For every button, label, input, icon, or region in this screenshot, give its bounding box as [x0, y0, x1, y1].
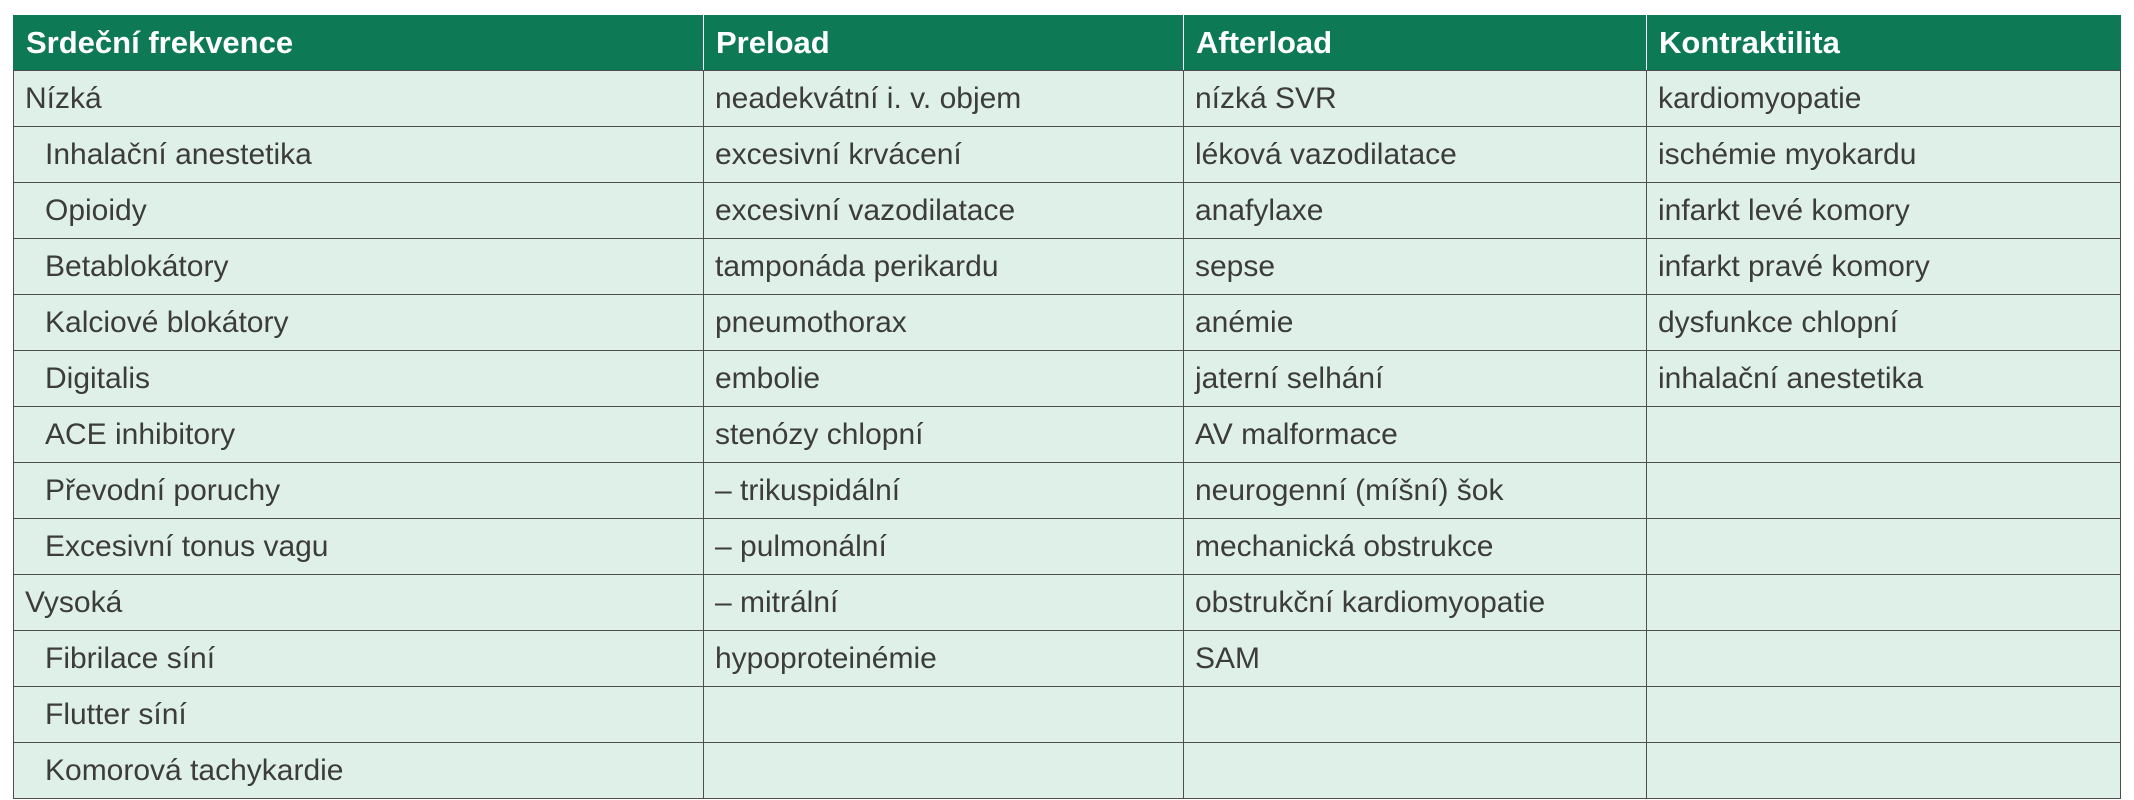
header-kontraktilita: Kontraktilita [1647, 16, 2121, 71]
cell-afterload [1184, 687, 1647, 743]
cell-preload: – mitrální [704, 575, 1184, 631]
cell-preload [704, 743, 1184, 799]
cell-afterload: léková vazodilatace [1184, 127, 1647, 183]
table-row [14, 407, 2121, 463]
cell-kontraktilita [1647, 631, 2121, 687]
table-row [14, 295, 2121, 351]
cell-frekvence: Betablokátory [14, 239, 704, 295]
causes-table [13, 15, 2121, 799]
cell-afterload: nízká SVR [1184, 71, 1647, 127]
cell-preload: tamponáda perikardu [704, 239, 1184, 295]
table-row [14, 631, 2121, 687]
cell-preload: excesivní vazodilatace [704, 183, 1184, 239]
cell-frekvence: Kalciové blokátory [14, 295, 704, 351]
table-row [14, 463, 2121, 519]
cell-afterload: anafylaxe [1184, 183, 1647, 239]
header-afterload: Afterload [1184, 16, 1647, 71]
cell-kontraktilita [1647, 407, 2121, 463]
cell-preload: stenózy chlopní [704, 407, 1184, 463]
cell-frekvence: ACE inhibitory [14, 407, 704, 463]
cell-preload: neadekvátní i. v. objem [704, 71, 1184, 127]
cell-afterload [1184, 743, 1647, 799]
cell-afterload: jaterní selhání [1184, 351, 1647, 407]
cell-frekvence: Excesivní tonus vagu [14, 519, 704, 575]
table-row [14, 519, 2121, 575]
table-row [14, 183, 2121, 239]
cell-kontraktilita: infarkt pravé komory [1647, 239, 2121, 295]
header-preload: Preload [704, 16, 1184, 71]
cell-kontraktilita [1647, 519, 2121, 575]
cell-afterload: mechanická obstrukce [1184, 519, 1647, 575]
cell-frekvence: Digitalis [14, 351, 704, 407]
table-row [14, 239, 2121, 295]
cell-frekvence: Fibrilace síní [14, 631, 704, 687]
table-row [14, 743, 2121, 799]
cell-kontraktilita: inhalační anestetika [1647, 351, 2121, 407]
cell-kontraktilita [1647, 463, 2121, 519]
cell-preload: – pulmonální [704, 519, 1184, 575]
cell-preload: embolie [704, 351, 1184, 407]
table-row [14, 71, 2121, 127]
cell-frekvence: Vysoká [14, 575, 704, 631]
table-row [14, 127, 2121, 183]
cell-preload: pneumothorax [704, 295, 1184, 351]
cell-afterload: obstrukční kardiomyopatie [1184, 575, 1647, 631]
cell-afterload: neurogenní (míšní) šok [1184, 463, 1647, 519]
cell-frekvence: Opioidy [14, 183, 704, 239]
cell-kontraktilita [1647, 575, 2121, 631]
cell-frekvence: Inhalační anestetika [14, 127, 704, 183]
table-container [13, 15, 2120, 797]
header-row [14, 16, 2121, 71]
cell-kontraktilita [1647, 687, 2121, 743]
cell-kontraktilita: dysfunkce chlopní [1647, 295, 2121, 351]
table-row [14, 575, 2121, 631]
cell-afterload: anémie [1184, 295, 1647, 351]
cell-preload [704, 687, 1184, 743]
cell-preload: excesivní krvácení [704, 127, 1184, 183]
header-srdecni-frekvence: Srdeční frekvence [14, 16, 704, 71]
cell-afterload: sepse [1184, 239, 1647, 295]
cell-frekvence: Nízká [14, 71, 704, 127]
table-header [14, 16, 2121, 71]
cell-kontraktilita: ischémie myokardu [1647, 127, 2121, 183]
cell-kontraktilita: kardiomyopatie [1647, 71, 2121, 127]
cell-preload: hypoproteinémie [704, 631, 1184, 687]
table-body [14, 71, 2121, 799]
cell-kontraktilita: infarkt levé komory [1647, 183, 2121, 239]
table-row [14, 687, 2121, 743]
cell-frekvence: Flutter síní [14, 687, 704, 743]
cell-preload: – trikuspidální [704, 463, 1184, 519]
table-row [14, 351, 2121, 407]
cell-afterload: SAM [1184, 631, 1647, 687]
cell-afterload: AV malformace [1184, 407, 1647, 463]
cell-kontraktilita [1647, 743, 2121, 799]
cell-frekvence: Převodní poruchy [14, 463, 704, 519]
cell-frekvence: Komorová tachykardie [14, 743, 704, 799]
